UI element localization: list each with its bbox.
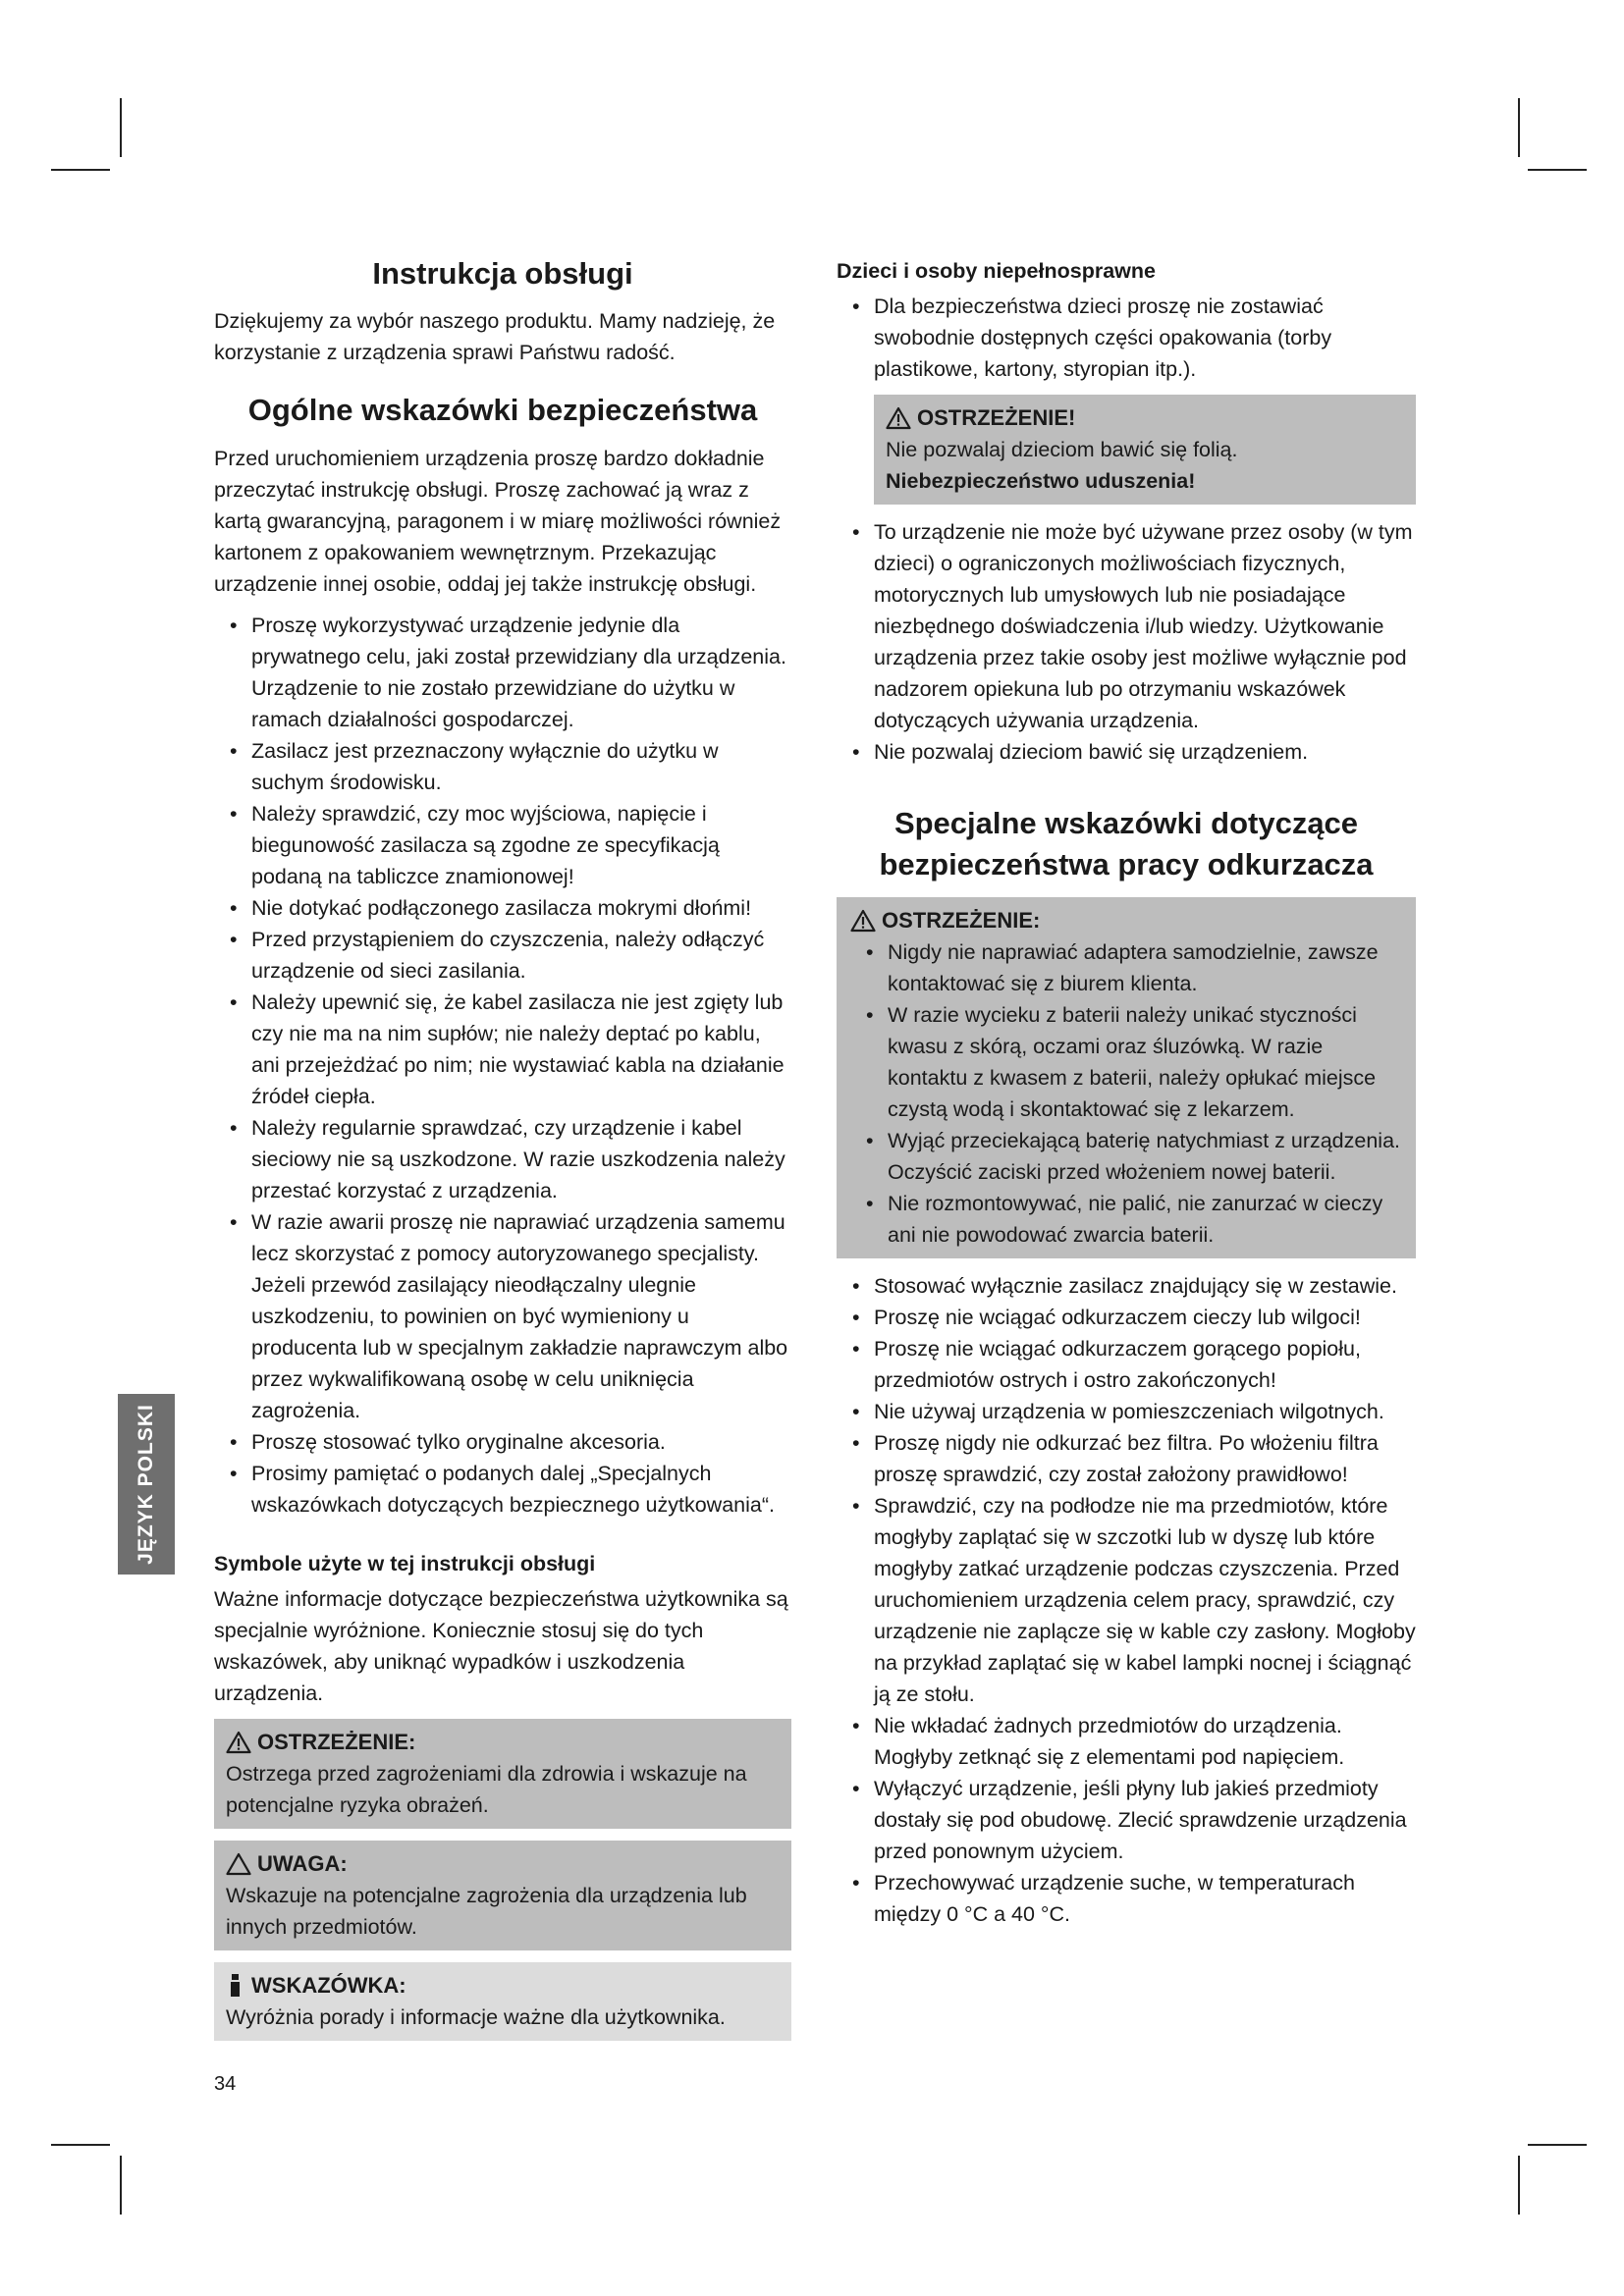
children-warning-title: OSTRZEŻENIE!: [917, 405, 1076, 430]
info-icon: [226, 1973, 245, 1999]
list-item: • Przechowywać urządzenie suche, w temperaturach między 0 °C a 40 °C.: [837, 1867, 1416, 1930]
general-safety-intro: Przed uruchomieniem urządzenia proszę bardzo dokładnie przeczytać instrukcję obsługi. Proszę zachować ją wraz z kartą gwarancyjną, paragonem i w miarę możliwości również kartonem z opakowaniem wewnętrznym. Przekazując urządzenie innej osobie, oddaj jej także instrukcję obsługi.: [214, 447, 782, 597]
caution-box-text: Wskazuje na potencjalne zagrożenia dla urządzenia lub innych przedmiotów.: [226, 1884, 747, 1940]
children-warning-box: [874, 395, 1416, 505]
children-warning-bold: Niebezpieczeństwo uduszenia!: [886, 469, 1196, 493]
symbols-title: Symbole użyte w tej instrukcji obsługi: [214, 1552, 596, 1576]
list-item: • Nie rozmontowywać, nie palić, nie zanurzać w cieczy ani nie powodować zwarcia baterii.: [850, 1188, 1404, 1251]
general-safety-list: [214, 610, 791, 1521]
list-item: • Zasilacz jest przeznaczony wyłącznie do użytku w suchym środowisku.: [214, 735, 791, 798]
special-safety-title: Specjalne wskazówki dotyczące bezpieczeństwa pracy odkurzacza: [879, 806, 1374, 881]
list-item: • Nie wkładać żadnych przedmiotów do urządzenia. Mogłyby zetknąć się z elementami pod napięciem.: [837, 1710, 1416, 1773]
children-warning-text: Nie pozwalaj dzieciom bawić się folią.: [886, 438, 1238, 461]
list-item: • Należy regularnie sprawdzać, czy urządzenie i kabel sieciowy nie są uszkodzone. W razie uszkodzenia należy przestać korzystać z urządzenia.: [214, 1112, 791, 1206]
crop-mark-bottom-left-v: [120, 2156, 122, 2215]
hint-symbol-box: [214, 1962, 791, 2041]
list-item: • Nigdy nie naprawiać adaptera samodzielnie, zawsze kontaktować się z biurem klienta.: [850, 936, 1404, 999]
left-column: [214, 255, 791, 2053]
hint-box-title: WSKAZÓWKA:: [251, 1973, 406, 1999]
crop-mark-bottom-left-h: [51, 2144, 110, 2146]
list-item: • Wyłączyć urządzenie, jeśli płyny lub jakieś przedmioty dostały się pod obudowę. Zlecić sprawdzenie urządzenia przed ponownym użyciem.: [837, 1773, 1416, 1867]
list-item: • Nie dotykać podłączonego zasilacza mokrymi dłońmi!: [214, 892, 791, 924]
symbols-intro: Ważne informacje dotyczące bezpieczeństwa użytkownika są specjalnie wyróżnione. Koniecznie stosuj się do tych wskazówek, aby uniknąć wypadków i uszkodzenia urządzenia.: [214, 1587, 788, 1706]
list-item: • W razie awarii proszę nie naprawiać urządzenia samemu lecz skorzystać z pomocy autoryzowanego specjalisty. Jeżeli przewód zasilający nieodłączalny ulegnie uszkodzeniu, to powinien on być wymieniony u producenta lub w specjalnym zakładzie naprawczym albo przez wykwalifikowaną osobę w celu uniknięcia zagrożenia.: [214, 1206, 791, 1426]
language-side-tab: [118, 1394, 175, 1575]
warning-triangle-icon: [850, 909, 876, 933]
children-title: Dzieci i osoby niepełnosprawne: [837, 259, 1156, 283]
warning-box-text: Ostrzega przed zagrożeniami dla zdrowia i wskazuje na potencjalne ryzyka obrażeń.: [226, 1762, 747, 1818]
crop-mark-top-right-h: [1528, 169, 1587, 171]
list-item: • Przed przystąpieniem do czyszczenia, należy odłączyć urządzenie od sieci zasilania.: [214, 924, 791, 987]
list-item: • Nie pozwalaj dzieciom bawić się urządzeniem.: [837, 736, 1416, 768]
warning-box-title: OSTRZEŻENIE:: [257, 1730, 416, 1755]
crop-mark-bottom-right-h: [1528, 2144, 1587, 2146]
list-item: • Proszę stosować tylko oryginalne akcesoria.: [214, 1426, 791, 1458]
intro-paragraph: Dziękujemy za wybór naszego produktu. Mamy nadzieję, że korzystanie z urządzenia sprawi Państwu radość.: [214, 309, 776, 365]
list-item: • Prosimy pamiętać o podanych dalej „Specjalnych wskazówkach dotyczących bezpiecznego użytkowania“.: [214, 1458, 791, 1521]
list-item: • Dla bezpieczeństwa dzieci proszę nie zostawiać swobodnie dostępnych części opakowania (torby plastikowe, kartony, styropian itp.).: [837, 291, 1416, 385]
list-item: • Stosować wyłącznie zasilacz znajdujący się w zestawie.: [837, 1270, 1416, 1302]
special-safety-list: [837, 1270, 1416, 1930]
list-item: • Sprawdzić, czy na podłodze nie ma przedmiotów, które mogłyby zaplątać się w szczotki lub w dyszę lub które mogłyby zatkać urządzenie podczas czyszczenia. Przed uruchomieniem urządzenia celem pracy, sprawdzić, czy urządzenie nie zaplącze się w kable czy zasłony. Mogłoby na przykład zaplątać się w kabel lampki nocnej i ściągnąć ją ze stołu.: [837, 1490, 1416, 1710]
list-item: • Wyjąć przeciekającą baterię natychmiast z urządzenia. Oczyścić zaciski przed włożeniem nowej baterii.: [850, 1125, 1404, 1188]
language-side-tab-label: JĘZYK POLSKI: [135, 1404, 158, 1565]
special-warning-title: OSTRZEŻENIE:: [882, 907, 1041, 933]
special-warning-list: [850, 936, 1404, 1251]
list-item: • Nie używaj urządzenia w pomieszczeniach wilgotnych.: [837, 1396, 1416, 1427]
page-title: Instrukcja obsługi: [372, 256, 633, 291]
crop-mark-top-left-v: [120, 98, 122, 157]
caution-triangle-icon: [226, 1852, 251, 1876]
children-warning-text-wrap: [886, 434, 1404, 497]
children-list-2: [837, 516, 1416, 768]
children-list-1: [837, 291, 1416, 385]
crop-mark-bottom-right-v: [1518, 2156, 1520, 2215]
caution-box-title: UWAGA:: [257, 1851, 348, 1877]
crop-mark-top-left-h: [51, 169, 110, 171]
list-item: • Proszę nigdy nie odkurzać bez filtra. Po włożeniu filtra proszę sprawdzić, czy został założony prawidłowo!: [837, 1427, 1416, 1490]
warning-triangle-icon: [226, 1731, 251, 1754]
crop-mark-top-right-v: [1518, 98, 1520, 157]
list-item: • Należy upewnić się, że kabel zasilacza nie jest zgięty lub czy nie ma na nim supłów; nie należy deptać po kablu, ani przejeżdżać po nim; nie wystawiać kabla na działanie źródeł ciepła.: [214, 987, 791, 1112]
special-warning-box: [837, 897, 1416, 1258]
list-item: • Proszę wykorzystywać urządzenie jedynie dla prywatnego celu, jaki został przewidziany dla urządzenia. Urządzenie to nie zostało przewidziane do użytku w ramach działalności gospodarczej.: [214, 610, 791, 735]
right-column: [837, 255, 1416, 1940]
warning-triangle-icon: [886, 406, 911, 430]
list-item: • Proszę nie wciągać odkurzaczem gorącego popiołu, przedmiotów ostrych i ostro zakończonych!: [837, 1333, 1416, 1396]
list-item: • Należy sprawdzić, czy moc wyjściowa, napięcie i biegunowość zasilacza są zgodne ze specyfikacją podaną na tabliczce znamionowej!: [214, 798, 791, 892]
warning-symbol-box: [214, 1719, 791, 1829]
list-item: • W razie wycieku z baterii należy unikać styczności kwasu z skórą, oczami oraz śluzówką. W razie kontaktu z kwasem z baterii, należy opłukać miejsce czystą wodą i skontaktować się z lekarzem.: [850, 999, 1404, 1125]
hint-box-text: Wyróżnia porady i informacje ważne dla użytkownika.: [226, 2005, 726, 2030]
caution-symbol-box: [214, 1841, 791, 1950]
list-item: • Proszę nie wciągać odkurzaczem cieczy lub wilgoci!: [837, 1302, 1416, 1333]
list-item: • To urządzenie nie może być używane przez osoby (w tym dzieci) o ograniczonych możliwościach fizycznych, motorycznych lub umysłowych lub nie posiadające niezbędnego doświadczenia i/lub wiedzy. Użytkowanie urządzenia przez takie osoby jest możliwe wyłącznie pod nadzorem opiekuna lub po otrzymaniu wskazówek dotyczących używania urządzenia.: [837, 516, 1416, 736]
page-number: 34: [214, 2073, 237, 2095]
general-safety-title: Ogólne wskazówki bezpieczeństwa: [247, 393, 758, 428]
